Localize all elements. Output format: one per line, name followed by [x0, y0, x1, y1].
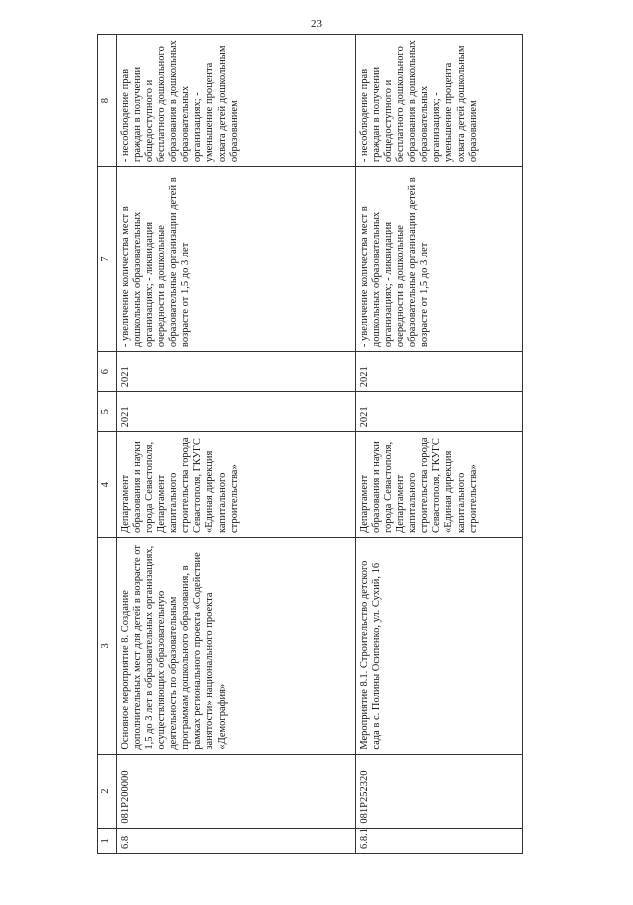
table-row [356, 35, 523, 854]
row-number: 6.8 [117, 828, 356, 853]
row-name: Мероприятие 8.1. Строительство детского сада в с. Полины Осипенко, ул. Сухий, 16 [356, 538, 523, 755]
header-cell: 8 [98, 35, 117, 167]
header-cell: 5 [98, 392, 117, 432]
row-end: 2021 [117, 352, 356, 392]
row-result: - увеличение количества мест в дошкольных образовательных организациях; - ликвидация очередности в дошкольные образовательные организации детей в возрасте от 1,5 до 3 лет [117, 167, 356, 352]
row-code: 081P200000 [117, 754, 356, 828]
header-cell: 2 [98, 754, 117, 828]
row-code: 081P252320 [356, 754, 523, 828]
header-cell: 1 [98, 828, 117, 853]
header-cell: 6 [98, 352, 117, 392]
header-cell: 7 [98, 167, 117, 352]
row-end: 2021 [356, 352, 523, 392]
row-start: 2021 [356, 392, 523, 432]
row-executor: Департамент образования и науки города Севастополя, Департамент капитального строительства города Севастополя, ГКУГС «Единая дирекция капитального строительства» [356, 432, 523, 538]
program-table [97, 34, 523, 854]
row-name: Основное мероприятие 8. Создание дополнительных мест для детей в возрасте от 1,5 до 3 лет в образовательных организациях, осуществляющих образовательную деятельность по образовательным программам дошкольного образования, в рамках регионального проекта «Содействие занятости» национального проекта «Демография» [117, 538, 356, 755]
table-row [117, 35, 356, 854]
row-number: 6.8.1 [356, 828, 523, 853]
row-start: 2021 [117, 392, 356, 432]
page-number: 23 [311, 18, 322, 30]
row-risk: - несоблюдение прав граждан в получении общедоступного и бесплатного дошкольного образования в дошкольных образовательных организациях; - уменьшение процента охвата детей дошкольным образованием [356, 35, 523, 167]
rotated-table-container [97, 34, 527, 854]
row-risk: - несоблюдение прав граждан в получении общедоступного и бесплатного дошкольного образования в дошкольных образовательных организациях; - уменьшение процента охвата детей дошкольным образованием [117, 35, 356, 167]
header-cell: 4 [98, 432, 117, 538]
header-cell: 3 [98, 538, 117, 755]
header-row [98, 35, 117, 854]
row-result: - увеличение количества мест в дошкольных образовательных организациях; - ликвидация очередности в дошкольные образовательные организации детей в возрасте от 1,5 до 3 лет [356, 167, 523, 352]
row-executor: Департамент образования и науки города Севастополя, Департамент капитального строительства города Севастополя, ГКУГС «Единая дирекция капитального строительства» [117, 432, 356, 538]
